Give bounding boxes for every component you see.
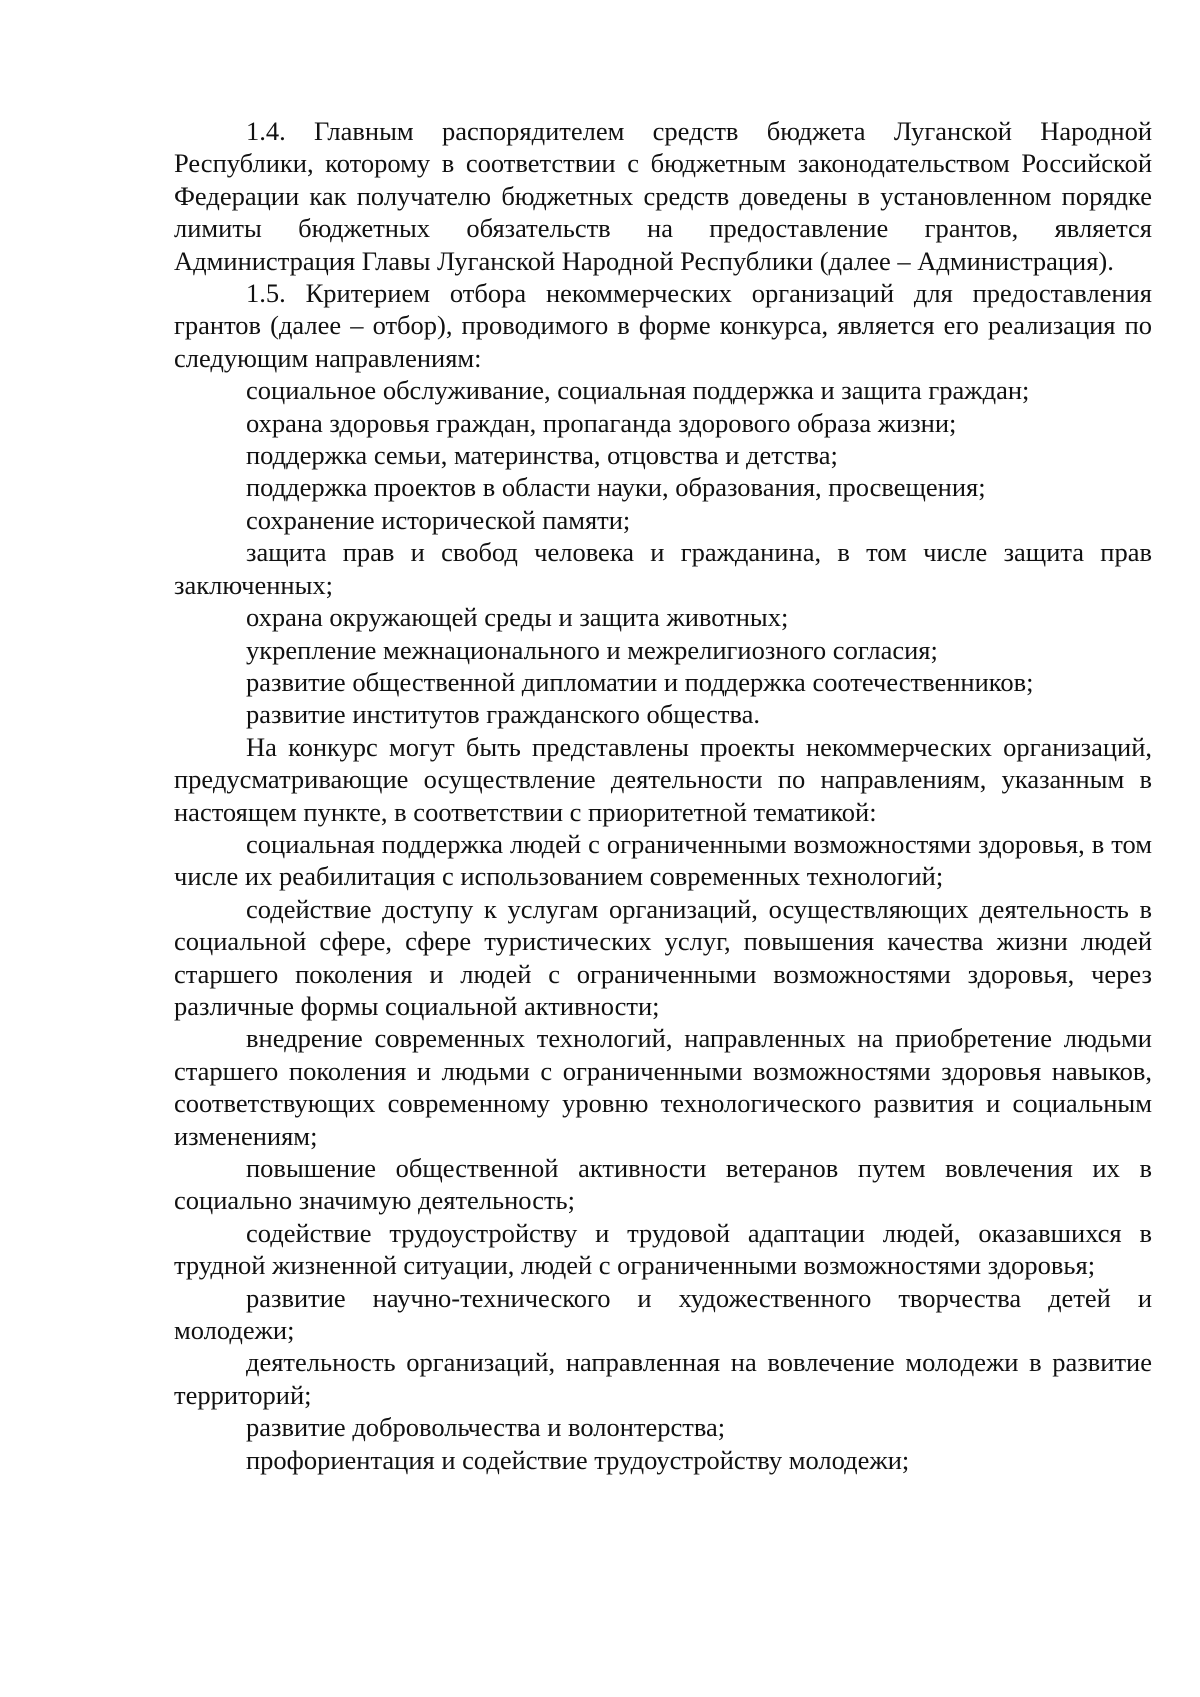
list-item: социальное обслуживание, социальная поддержка и защита граждан; <box>246 375 1030 406</box>
list-item: охрана здоровья граждан, пропаганда здорового образа жизни; <box>246 407 957 438</box>
list-item: поддержка проектов в области науки, образования, просвещения; <box>246 472 986 503</box>
list-item: развитие научно-технического и художественного творчества детей и молодежи; <box>174 1282 1152 1346</box>
list-item: охрана окружающей среды и защита животных; <box>246 602 789 633</box>
paragraph-1-5: 1.5. Критерием отбора некоммерческих организаций для предоставления грантов (далее – отбор), проводимого в форме конкурса, является его реализация по следующим направлениям: <box>174 278 1152 373</box>
list-item: поддержка семьи, материнства, отцовства и детства; <box>246 440 838 471</box>
list-item: повышение общественной активности ветеранов путем вовлечения их в социально значимую деятельность; <box>174 1153 1152 1216</box>
list-item: развитие институтов гражданского общества. <box>246 699 761 730</box>
list-item: содействие доступу к услугам организаций, осуществляющих деятельность в социальной сфере, сфере туристических услуг, повышения качества жизни людей старшего поколения и людей с ограниченными возможностями здоровья, через различные формы социальной активности; <box>174 893 1152 1021</box>
list-item: профориентация и содействие трудоустройству молодежи; <box>246 1444 910 1475</box>
list-item: развитие добровольчества и волонтерства; <box>246 1412 726 1443</box>
list-item: деятельность организаций, направленная на вовлечение молодежи в развитие территорий; <box>174 1347 1152 1410</box>
document-page <box>174 115 1152 1476</box>
list-item: развитие общественной дипломатии и поддержка соотечественников; <box>246 666 1034 697</box>
list-item: содействие трудоустройству и трудовой адаптации людей, оказавшихся в трудной жизненной ситуации, людей с ограниченными возможностями здоровья; <box>174 1217 1152 1281</box>
list-item: сохранение исторической памяти; <box>246 504 631 535</box>
list-item: защита прав и свобод человека и гражданина, в том числе защита прав заключенных; <box>174 537 1152 600</box>
paragraph-contest-intro: На конкурс могут быть представлены проекты некоммерческих организаций, предусматривающие осуществление деятельности по направлениям, указанным в настоящем пункте, в соответствии с приоритетной тематикой: <box>174 731 1152 827</box>
list-item: социальная поддержка людей с ограниченными возможностями здоровья, в том числе их реабилитация с использованием современных технологий; <box>174 828 1152 892</box>
paragraph-1-4: 1.4. Главным распорядителем средств бюджета Луганской Народной Республики, которому в соответствии с бюджетным законодательством Российской Федерации как получателю бюджетных средств доведены в установленном порядке лимиты бюджетных обязательств на предоставление грантов, является Администрация Главы Луганской Народной Республики (далее – Администрация). <box>174 116 1152 276</box>
list-item: внедрение современных технологий, направленных на приобретение людьми старшего поколения и людьми с ограниченными возможностями здоровья навыков, соответствующих современному уровню технологического развития и социальным изменениям; <box>174 1023 1152 1151</box>
list-item: укрепление межнационального и межрелигиозного согласия; <box>246 634 938 665</box>
